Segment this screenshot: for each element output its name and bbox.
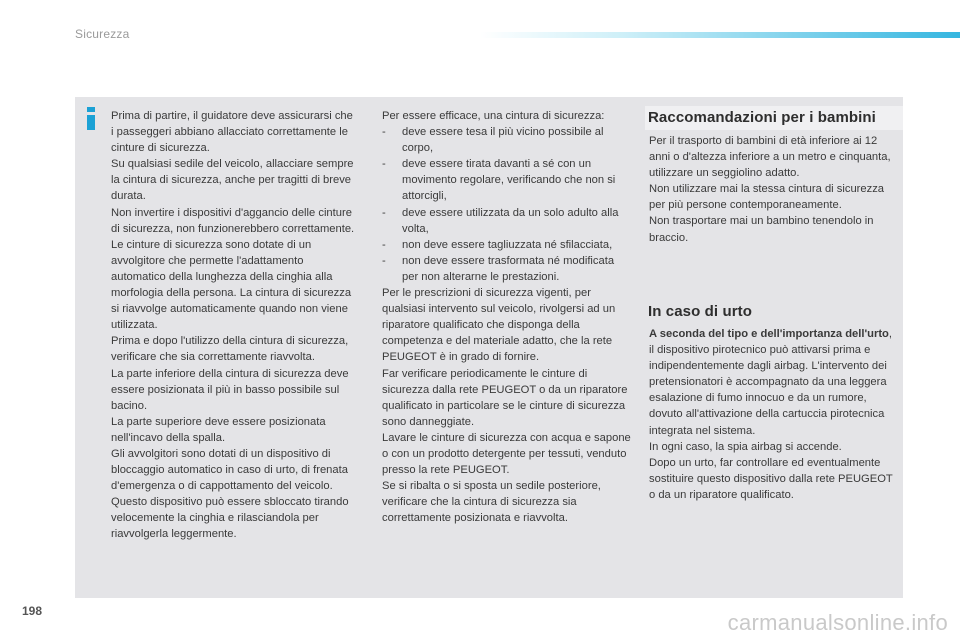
list-item: - non deve essere trasformata né modificata per non alterarne le prestazioni.: [382, 254, 615, 283]
paragraph: Prima di partire, il guidatore deve assicurarsi che i passeggeri abbiano allacciato correttamente le cinture di sicurezza.: [111, 110, 353, 155]
children-column: [649, 133, 894, 246]
paragraph: Le cinture di sicurezza sono dotate di un avvolgitore che permette l'adattamento automatico della lunghezza della cinghia alla morfologia della persona. La cintura di sicurezza si riavvolge automaticamente quando non viene utilizzata.: [111, 238, 352, 332]
watermark: carmanualsonline.info: [727, 610, 948, 635]
paragraph: Lavare le cinture di sicurezza con acqua e sapone o con un prodotto detergente per tessuti, venduto presso la rete PEUGEOT.: [382, 431, 631, 477]
paragraph: Prima e dopo l'utilizzo della cintura di sicurezza, verificare che sia correttamente riavvolta.: [111, 335, 349, 364]
list-item: - non deve essere tagliuzzata né sfilacciata,: [382, 238, 613, 251]
list-item: - deve essere tesa il più vicino possibile al corpo,: [382, 126, 604, 155]
paragraph: Se si ribalta o si sposta un sedile posteriore, verificare che la cintura di sicurezza sia correttamente posizionata e riavvolta.: [382, 480, 601, 525]
paragraph: Non utilizzare mai la stessa cintura di sicurezza per più persone contemporaneamente.: [649, 183, 885, 212]
paragraph: Non invertire i dispositivi d'aggancio delle cinture di sicurezza, non funzionerebbero correttamente.: [111, 206, 355, 235]
page-number: 198: [22, 604, 43, 618]
paragraph: Su qualsiasi sedile del veicolo, allacciare sempre la cintura di sicurezza, anche per tragitti di breve durata.: [111, 158, 354, 203]
paragraph: Non trasportare mai un bambino tenendolo in braccio.: [649, 215, 874, 244]
paragraph: Per le prescrizioni di sicurezza vigenti, per qualsiasi intervento sul veicolo, rivolgersi ad un riparatore qualificato che disponga della competenza e del materiale adatto, che la rete PEUGEOT è in grado di fornire.: [382, 287, 616, 364]
list-item: - deve essere tirata davanti a sé con un movimento regolare, verificando che non si attorcigli,: [382, 158, 616, 203]
section-title: Sicurezza: [75, 27, 130, 41]
seatbelt-general-column: [111, 108, 357, 543]
bold-lead: A seconda del tipo e dell'importanza dell'urto: [649, 328, 889, 340]
paragraph: Dopo un urto, far controllare ed eventualmente sostituire questo dispositivo dalla rete PEUGEOT o da un riparatore qualificato.: [649, 456, 893, 501]
paragraph: Per essere efficace, una cintura di sicurezza:: [382, 110, 605, 122]
paragraph: Far verificare periodicamente le cinture di sicurezza dalla rete PEUGEOT o da un riparatore qualificato in particolare se le cinture di sicurezza sono danneggiate.: [382, 367, 628, 428]
lead-rest: , il dispositivo pirotecnico può attivarsi prima e indipendentemente dagli airbag. L'intervento dei pretensionatori è accompagnato da una leggera esalazione di fumo innocuo e da un rumore, dovuto all'attivazione della cartuccia pirotecnica integrata nel sistema.: [649, 328, 892, 437]
paragraph: [649, 326, 894, 439]
header-accent-bar: [480, 32, 960, 38]
paragraph: In ogni caso, la spia airbag si accende.: [649, 440, 842, 453]
paragraph: La parte inferiore della cintura di sicurezza deve essere posizionata il più in basso possibile sul bacino.: [111, 367, 349, 412]
paragraph: Gli avvolgitori sono dotati di un dispositivo di bloccaggio automatico in caso di urto, di frenata d'emergenza o di cappottamento del veicolo. Questo dispositivo può essere sbloccato tirando velocemente la cinghia e rilasciandola per riavvolgerla leggermente.: [111, 447, 349, 541]
info-icon: [84, 107, 98, 129]
paragraph: La parte superiore deve essere posizionata nell'incavo della spalla.: [111, 415, 326, 444]
paragraph: Per il trasporto di bambini di età inferiore ai 12 anni o d'altezza inferiore a un metro e cinquanta, utilizzare un seggiolino adatto.: [649, 135, 891, 180]
list-item: - deve essere utilizzata da un solo adulto alla volta,: [382, 206, 619, 235]
crash-column: [649, 326, 894, 503]
children-heading: Raccomandazioni per i bambini: [648, 109, 876, 126]
seatbelt-requirements-column: [382, 108, 632, 526]
crash-heading: In caso di urto: [648, 303, 753, 320]
